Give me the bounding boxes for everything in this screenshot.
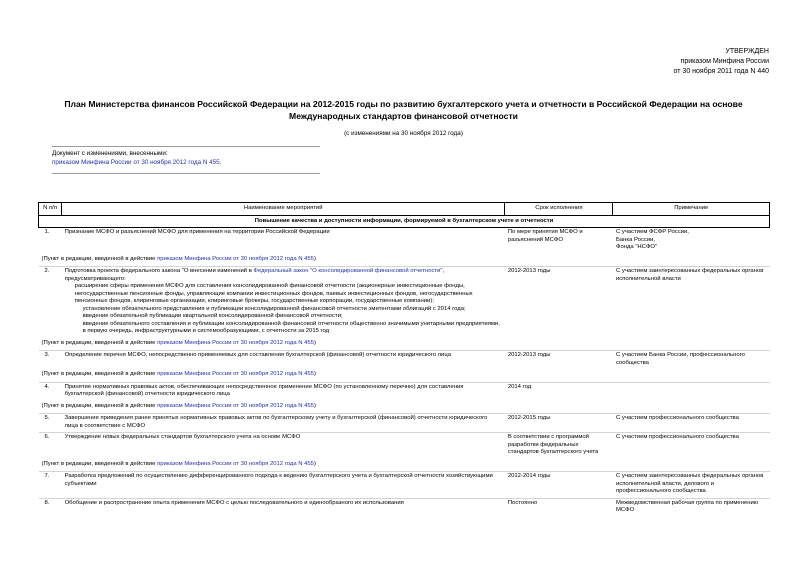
header-name: Наименование мероприятий [62, 203, 505, 216]
row-term: Постоянно [505, 498, 613, 517]
row-name: Определение перечня МСФО, непосредственно применяемых для составления бухгалтерской (финансовой) отчетности юридического лица [62, 351, 505, 370]
row-name-text: , предусматривающего: [64, 268, 445, 282]
row-bullet: введение обязательного составления и публикации консолидированной финансовой отчетности общественно значимыми унитарными предприятиями, в первую очередь, инфраструктурными и системообразующими, с отчетности за 2015 год [82, 320, 500, 334]
row-name: Разработка предложений по осуществлению дифференцированного подхода к ведению бухгалтерского учета и бухгалтерской отчетности хозяйствующими субъектами [62, 472, 505, 499]
row-number: 6. [39, 433, 62, 459]
note-link[interactable]: приказом Минфина России от 30 ноября 2012 года N 455 [157, 371, 314, 377]
table-row [39, 472, 770, 499]
changes-link[interactable]: приказом Минфина России от 30 ноября 2012 года N 455. [52, 159, 222, 166]
law-link[interactable]: Федеральный закон "О консолидированной финансовой отчетности" [253, 268, 443, 274]
row-remark: С участием заинтересованных федеральных органов исполнительной власти, делового и профессионального сообщества [613, 472, 770, 499]
row-remark: С участием заинтересованных федеральных органов исполнительной власти [613, 267, 770, 338]
row-term: 2012-2013 годы [505, 267, 613, 338]
row-name [62, 267, 505, 338]
table-row [39, 498, 770, 517]
approval-stamp [674, 47, 769, 77]
row-number: 5. [39, 414, 62, 433]
row-number: 3. [39, 351, 62, 370]
row-bullet: установление обязательного представления и публикации консолидированной финансовой отчетности эмитентами облигаций с 2014 года; [82, 305, 466, 312]
amendment-note-row [39, 401, 770, 414]
amendment-note-row [39, 369, 770, 382]
row-bullet: расширение сферы применения МСФО для составления консолидированной финансовой отчетности (акционерные инвестиционные фонды, негосударственные пенсионные фонды, управляющие компании инвестиционных фондов, паевых инвестиционных фондов, негосударственных пенсионных фондов, клиринговые организации, клиринговые брокеры, государственные корпорации, государственные компании); [74, 283, 473, 304]
row-term: 2012-2014 годы [505, 472, 613, 499]
header-num: N п/п [39, 203, 62, 216]
row-term: 2014 год [505, 382, 613, 401]
note-prefix: (Пункт в редакции, введенной в действие [41, 402, 158, 409]
row-remark: С участием профессионального сообщества [613, 414, 770, 433]
document-title: План Министерства финансов Российской Федерации на 2012-2015 годы по развитию бухгалтерского учета и отчетности в Российской Федерации на основе Международных стандартов финансовой отчетности [64, 99, 743, 121]
table-row [39, 267, 770, 338]
row-number: 4. [39, 382, 62, 401]
note-prefix: (Пункт в редакции, введенной в действие [41, 339, 158, 346]
approval-line: приказом Минфина России [680, 58, 769, 65]
row-term: По мере принятия МСФО и разъяснений МСФО [505, 228, 613, 254]
note-suffix: ) [313, 339, 316, 346]
note-link[interactable]: приказом Минфина России от 30 ноября 2012 года N 455 [157, 460, 314, 467]
row-remark [613, 382, 770, 401]
row-number: 7. [39, 472, 62, 499]
note-link[interactable]: приказом Минфина России от 30 ноября 2012 года N 455 [157, 402, 314, 409]
note-suffix: ) [313, 460, 316, 467]
row-number: 2. [39, 267, 62, 338]
table-row [39, 228, 770, 254]
approval-line: УТВЕРЖДЕН [725, 48, 769, 55]
note-link[interactable]: приказом Минфина России от 30 ноября 2012 года N 455 [157, 339, 314, 346]
row-name: Утверждение новых федеральных стандартов бухгалтерского учета на основе МСФО [62, 433, 505, 459]
row-remark: С участием Банка России, профессионального сообщества [613, 351, 770, 370]
row-name: Обобщение и распространение опыта применения МСФО с целью последовательного и единообразного их использования [62, 498, 505, 517]
row-term: В соответствии с программой разработки федеральных стандартов бухгалтерского учета [505, 433, 613, 459]
amendment-note [39, 459, 770, 472]
note-suffix: ) [313, 371, 316, 377]
header-remark: Примечание [613, 203, 770, 216]
note-prefix: (Пункт в редакции, введенной в действие [41, 255, 158, 262]
changes-label: Документ с изменениями, внесенными: [52, 150, 168, 157]
note-suffix: ) [313, 255, 316, 262]
note-suffix: ) [313, 402, 316, 409]
table-row [39, 433, 770, 459]
header-term: Срок исполнения [505, 203, 613, 216]
table-row [39, 414, 770, 433]
row-remark: Межведомственная рабочая группа по применению МСФО [613, 498, 770, 517]
section-row [39, 215, 770, 228]
table-row [39, 351, 770, 370]
section-title: Повышение качества и доступности информации, формируемой в бухгалтерском учете и отчетности [39, 215, 770, 228]
row-term: 2012-2013 годы [505, 351, 613, 370]
row-number: 8. [39, 498, 62, 517]
amendment-note [39, 401, 770, 414]
row-remark: С участием профессионального сообщества [613, 433, 770, 459]
amendment-note [39, 254, 770, 267]
row-name: Признание МСФО и разъяснений МСФО для применения на территории Российской Федерации [62, 228, 505, 254]
table-row [39, 382, 770, 401]
changes-box [52, 146, 320, 174]
row-term: 2012-2015 годы [505, 414, 613, 433]
amendment-note-row [39, 338, 770, 351]
row-bullet: введение обязательной публикации квартальной консолидированной финансовой отчетности; [82, 313, 343, 319]
amendment-note [39, 338, 770, 351]
note-prefix: (Пункт в редакции, введенной в действие [41, 460, 158, 467]
row-number: 1. [39, 228, 62, 254]
row-remark: С участием ФСФР России, Банка России, Фонда "НСФО" [613, 228, 770, 254]
amendment-note [39, 369, 770, 382]
approval-line: от 30 ноября 2011 года N 440 [673, 68, 769, 75]
row-name: Завершение приведения ранее принятых нормативных правовых актов по бухгалтерскому учету и бухгалтерской (финансовой) отчетности юридического лица в соответствие с МСФО [62, 414, 505, 433]
note-prefix: (Пункт в редакции, введенной в действие [41, 371, 158, 377]
table-header-row [39, 203, 770, 216]
row-name: Принятие нормативных правовых актов, обеспечивающих непосредственное применение МСФО (по установленному перечню) для составления бухгалтерской (финансовой) отчетности юридического лица [62, 382, 505, 401]
plan-table [38, 202, 770, 517]
plan-table-container [38, 202, 770, 517]
amendment-note-row [39, 459, 770, 472]
row-name-text: Подготовка проекта федерального закона "О внесении изменений в [64, 268, 254, 274]
document-subtitle: (с изменениями на 30 ноября 2012 года) [344, 130, 463, 137]
note-link[interactable]: приказом Минфина России от 30 ноября 2012 года N 455 [157, 255, 314, 262]
amendment-note-row [39, 254, 770, 267]
